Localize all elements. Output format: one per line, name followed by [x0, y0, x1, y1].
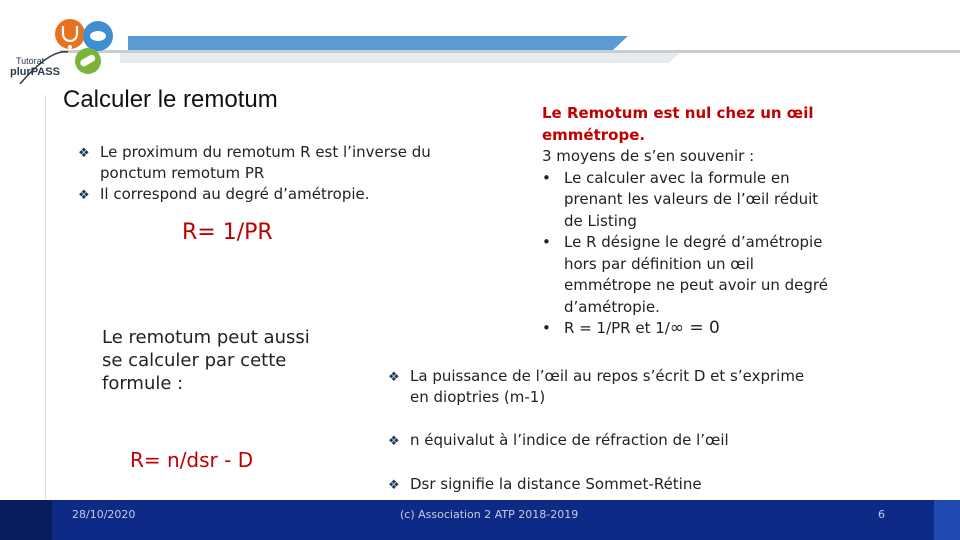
footer-date: 28/10/2020	[72, 508, 136, 521]
formula-r-n-dsr: R= n/dsr - D	[130, 448, 254, 472]
logo-text-plurpass: plurPASS	[10, 66, 60, 78]
diamond-bullet-icon: ❖	[78, 146, 90, 161]
point-text: Le R désigne le degré d’amétropie hors par définition un œil emmétrope ne peut avoir un degré d’amétropie.	[564, 233, 828, 316]
footer-left-accent	[0, 500, 52, 540]
header-blue-bar	[128, 36, 628, 50]
point-text	[564, 318, 720, 340]
logo-text-tutorat: Tutorat	[16, 56, 45, 66]
bullet-text: Le proximum du remotum R est l’inverse du ponctum remotum PR	[100, 143, 431, 182]
diamond-bullet-icon: ❖	[388, 370, 400, 385]
list-item	[542, 168, 832, 233]
slide-title: Calculer le remotum	[63, 86, 278, 113]
diamond-bullet-icon: ❖	[388, 478, 400, 493]
footer-copyright: (c) Association 2 ATP 2018-2019	[400, 508, 579, 521]
bullet-text: Il correspond au degré d’amétropie.	[100, 185, 370, 203]
diamond-bullet-icon: ❖	[388, 434, 400, 449]
formula-note: Le remotum peut aussi se calculer par cette formule :	[102, 327, 310, 394]
list-item	[542, 232, 832, 318]
bullet-text: n équivalut à l’indice de réfraction de l’œil	[410, 431, 729, 449]
diamond-bullet-icon: ❖	[78, 188, 90, 203]
list-item	[78, 142, 438, 184]
right-bullet-list	[388, 366, 808, 518]
list-item	[388, 366, 808, 408]
list-item	[542, 318, 832, 340]
logo-orange-circle	[55, 19, 85, 49]
bullet-text: La puissance de l’œil au repos s’écrit D et s’exprime en dioptries (m-1)	[410, 367, 805, 406]
header-grey-line	[60, 50, 960, 53]
left-divider-line	[45, 95, 46, 500]
remotum-heading: Le Remotum est nul chez un œil emmétrope.	[542, 104, 814, 144]
infinity-equation: ∞ = 0	[669, 318, 720, 338]
bullet-dot-icon: •	[542, 233, 551, 251]
page-number: 6	[878, 508, 885, 521]
bullet-text: Dsr signifie la distance Sommet-Rétine	[410, 475, 702, 493]
header-shadow-bar	[120, 53, 680, 63]
pill-icon	[90, 31, 106, 41]
list-item	[388, 474, 808, 496]
bullet-dot-icon: •	[542, 168, 551, 187]
footer-right-accent	[934, 500, 960, 540]
point-text-part: R = 1/PR et 1/	[564, 319, 670, 337]
remotum-info-block	[542, 103, 832, 340]
left-bullet-list	[78, 142, 438, 206]
formula-r-pr: R= 1/PR	[182, 220, 273, 245]
remotum-intro: 3 moyens de s’en souvenir :	[542, 147, 755, 165]
list-item	[388, 430, 808, 452]
point-text: Le calculer avec la formule en prenant les valeurs de l’œil réduit de Listing	[564, 168, 819, 230]
list-item	[78, 184, 438, 206]
bullet-dot-icon: •	[542, 319, 551, 337]
